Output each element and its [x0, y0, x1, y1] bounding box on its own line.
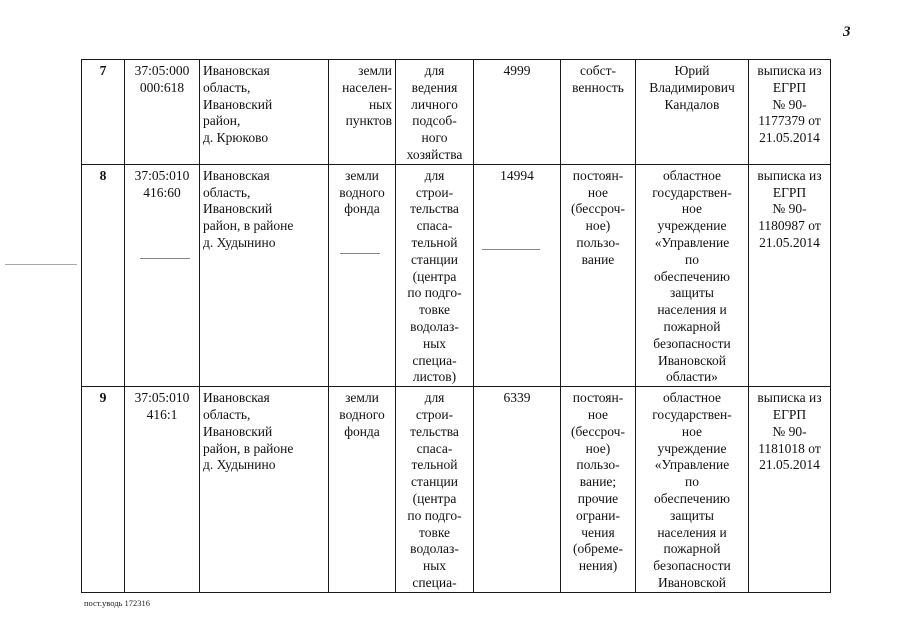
scan-artifact-line: [140, 258, 190, 259]
location: Ивановская область, Ивановский район, в районе д. Худынино: [200, 164, 329, 386]
area: 4999: [474, 60, 561, 165]
table-row: [82, 60, 831, 165]
registry-document: выписка из ЕГРП № 90- 1180987 от 21.05.2014: [749, 164, 831, 386]
land-category: земли населен- ных пунктов: [329, 60, 396, 165]
row-number: 9: [82, 387, 125, 593]
right-holder: областное государствен- ное учреждение «Управление по обеспечению защиты населения и пожарной безопасности Ивановской области»: [636, 164, 749, 386]
registry-document: выписка из ЕГРП № 90- 1181018 от 21.05.2014: [749, 387, 831, 593]
land-plots-table: [81, 59, 831, 593]
land-category: земли водного фонда: [329, 387, 396, 593]
area: 14994: [474, 164, 561, 386]
location: Ивановская область, Ивановский район, д. Крюково: [200, 60, 329, 165]
area: 6339: [474, 387, 561, 593]
cadastral-number: 37:05:000 000:618: [125, 60, 200, 165]
right-type: собст- венность: [561, 60, 636, 165]
scan-artifact-line: [5, 264, 77, 265]
scan-artifact-line: [482, 249, 540, 250]
location: Ивановская область, Ивановский район, в районе д. Худынино: [200, 387, 329, 593]
table-row: [82, 164, 831, 386]
right-holder: областное государствен- ное учреждение «Управление по обеспечению защиты населения и пожарной безопасности Ивановской: [636, 387, 749, 593]
row-number: 7: [82, 60, 125, 165]
row-number: 8: [82, 164, 125, 386]
right-type: постоян- ное (бессроч- ное) пользо- вание: [561, 164, 636, 386]
permitted-use: для строи- тельства спаса- тельной станции (центра по подго- товке водолаз- ных специа-: [396, 387, 474, 593]
page-number: 3: [843, 24, 851, 40]
cadastral-number: 37:05:010 416:1: [125, 387, 200, 593]
table-row: [82, 387, 831, 593]
land-category: земли водного фонда: [329, 164, 396, 386]
registry-document: выписка из ЕГРП № 90- 1177379 от 21.05.2014: [749, 60, 831, 165]
permitted-use: для строи- тельства спаса- тельной станции (центра по подго- товке водолаз- ных специа- листов): [396, 164, 474, 386]
document-footer: пост.уводь 172316: [84, 598, 151, 608]
scan-artifact-line: [340, 253, 380, 254]
permitted-use: для ведения личного подсоб- ного хозяйства: [396, 60, 474, 165]
right-type: постоян- ное (бессроч- ное) пользо- вание; прочие ограни- чения (обреме- нения): [561, 387, 636, 593]
cadastral-number: 37:05:010 416:60: [125, 164, 200, 386]
right-holder: Юрий Владимирович Кандалов: [636, 60, 749, 165]
